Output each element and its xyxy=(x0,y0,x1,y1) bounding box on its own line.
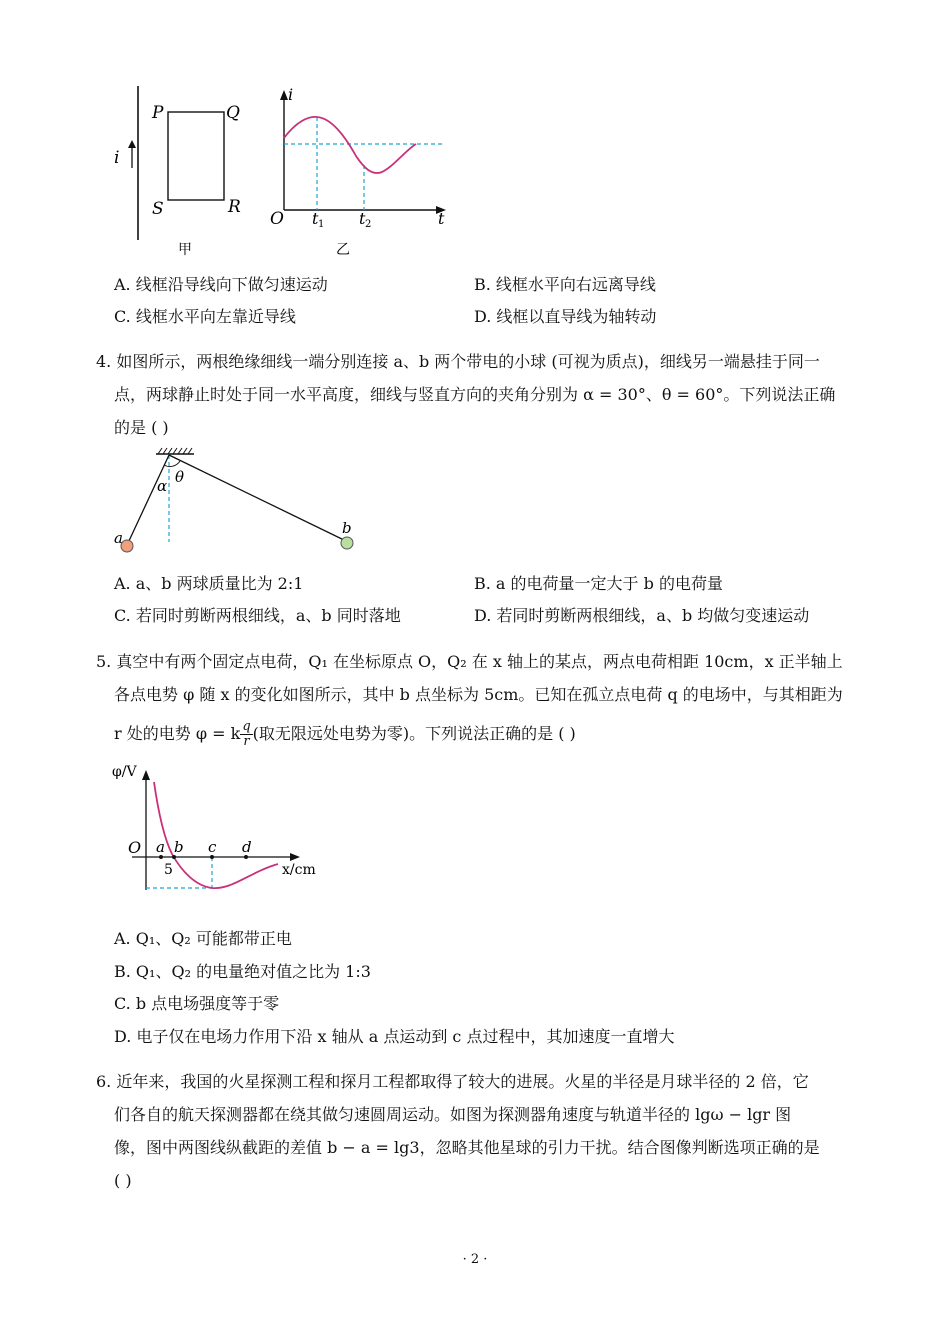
q5-fraction: $\frac{q}{r}$ xyxy=(242,719,251,749)
q4-option-a: A. a、b 两球质量比为 2:1 xyxy=(114,574,304,593)
q5-option-c: C. b 点电场强度等于零 xyxy=(114,994,280,1013)
origin-label: O xyxy=(270,209,284,229)
q5-formula-post: (取无限远处电势为零)。下列说法正确的是 ( ) xyxy=(252,724,576,743)
q6-stem-line3: 像，图中两图线纵截距的差值 b − a = lg3，忽略其他星球的引力干扰。结合图像判断选项正确的是 xyxy=(114,1138,820,1157)
q6-stem-line4: ( ) xyxy=(114,1171,132,1190)
t2-label: t xyxy=(359,209,366,228)
ceiling-hatch xyxy=(158,448,192,454)
figure-yi xyxy=(260,80,460,260)
q5-option-a: A. Q₁、Q₂ 可能都带正电 xyxy=(114,929,292,948)
alpha-label: α xyxy=(157,477,168,495)
corner-R: R xyxy=(228,197,241,217)
q3-option-b: B. 线框水平向右远离导线 xyxy=(474,275,656,294)
figure-jia xyxy=(100,80,280,260)
current-label: i xyxy=(114,148,120,168)
q3-option-c: C. 线框水平向左靠近导线 xyxy=(114,307,296,326)
q5-formula-pre: r 处的电势 φ = k xyxy=(114,724,241,743)
c-label: c xyxy=(208,838,217,856)
q5-stem-line3 xyxy=(114,720,576,749)
q5-option-b: B. Q₁、Q₂ 的电量绝对值之比为 1:3 xyxy=(114,962,371,981)
b-label: b xyxy=(342,519,352,537)
origin-label: O xyxy=(128,838,142,857)
q4-stem-line1: 4. 如图所示，两根绝缘细线一端分别连接 a、b 两个带电的小球 (可视为质点)，细线另一端悬挂于同一 xyxy=(96,352,820,371)
caption-jia: 甲 xyxy=(178,242,192,258)
x-label: x/cm xyxy=(282,862,316,878)
t2-subscript: 2 xyxy=(365,219,372,230)
corner-P: P xyxy=(152,103,164,123)
five-label: 5 xyxy=(164,862,173,878)
corner-Q: Q xyxy=(226,103,240,123)
q5-option-d: D. 电子仅在电场力作用下沿 x 轴从 a 点运动到 c 点过程中，其加速度一直增大 xyxy=(114,1027,675,1046)
caption-yi: 乙 xyxy=(336,242,350,258)
figure-q4 xyxy=(110,445,370,565)
q5-stem-line2: 各点电势 φ 随 x 的变化如图所示，其中 b 点坐标为 5cm。已知在孤立点电荷 q 的电场中，与其相距为 xyxy=(114,685,843,704)
q3-option-d: D. 线框以直导线为轴转动 xyxy=(474,307,657,326)
t1-subscript: 1 xyxy=(318,219,325,230)
page-number: · 2 · xyxy=(462,1252,488,1267)
phi-axis-arrow xyxy=(142,770,150,780)
current-arrowhead xyxy=(128,140,136,148)
q4-stem-line2: 点，两球静止时处于同一水平高度，细线与竖直方向的夹角分别为 α = 30°、θ = 60°。下列说法正确 xyxy=(114,385,836,404)
x-axis-arrow xyxy=(290,853,300,861)
q6-stem-line1: 6. 近年来，我国的火星探测工程和探月工程都取得了较大的进展。火星的半径是月球半径的 2 倍，它 xyxy=(96,1072,809,1091)
ball-b xyxy=(341,537,353,549)
q4-option-b: B. a 的电荷量一定大于 b 的电荷量 xyxy=(474,574,723,593)
wire-frame xyxy=(168,112,224,200)
q5-stem-line1: 5. 真空中有两个固定点电荷，Q₁ 在坐标原点 O，Q₂ 在 x 轴上的某点，两点电荷相距 10cm，x 正半轴上 xyxy=(96,652,843,671)
q3-option-a: A. 线框沿导线向下做匀速运动 xyxy=(114,275,328,294)
b-label: b xyxy=(174,838,184,856)
q4-option-c: C. 若同时剪断两根细线，a、b 同时落地 xyxy=(114,606,401,625)
x-label: t xyxy=(438,209,445,228)
figure-q5 xyxy=(110,760,330,900)
theta-label: θ xyxy=(175,468,185,486)
y-label: i xyxy=(288,85,294,104)
corner-S: S xyxy=(152,199,164,219)
t1-label: t xyxy=(312,209,319,228)
thread-a xyxy=(128,455,169,543)
q4-option-d: D. 若同时剪断两根细线，a、b 均做匀变速运动 xyxy=(474,606,810,625)
current-curve xyxy=(284,117,416,173)
a-label: a xyxy=(114,529,123,547)
thread-b xyxy=(169,455,346,541)
d-label: d xyxy=(242,838,252,856)
q4-stem-line3: 的是 ( ) xyxy=(114,418,169,437)
y-axis-arrow xyxy=(280,90,288,100)
phi-label: φ/V xyxy=(112,764,137,780)
q6-stem-line2: 们各自的航天探测器都在绕其做匀速圆周运动。如图为探测器角速度与轨道半径的 lgω − lgr 图 xyxy=(114,1105,792,1124)
a-label: a xyxy=(156,838,165,856)
